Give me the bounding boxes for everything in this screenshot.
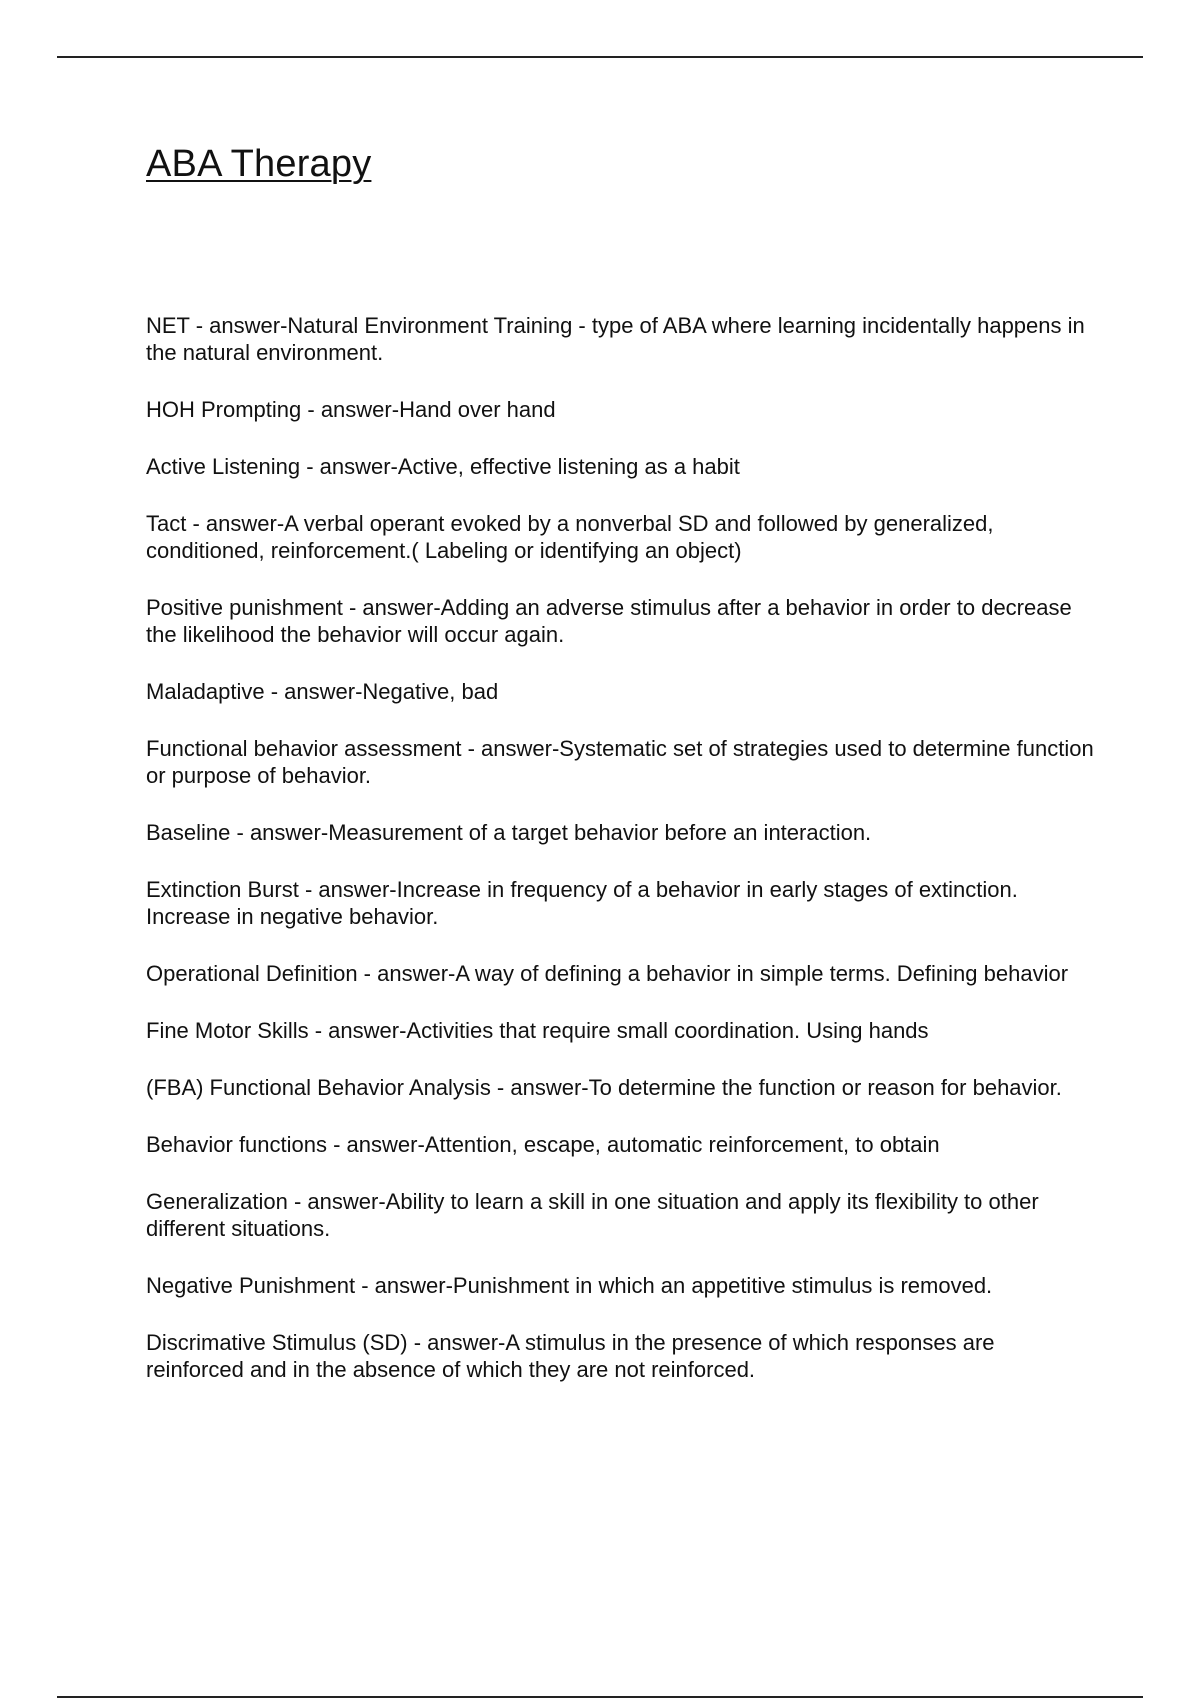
flashcard-entry: Behavior functions - answer-Attention, escape, automatic reinforcement, to obtain [146,1132,940,1157]
page-title: ABA Therapy [146,143,372,185]
flashcard-list [146,312,1096,1413]
flashcard-entry: Negative Punishment - answer-Punishment in which an appetitive stimulus is removed. [146,1273,993,1298]
flashcard-entry: Extinction Burst - answer-Increase in frequency of a behavior in early stages of extinction. Increase in negative behavior. [146,877,1018,929]
bottom-divider [57,1696,1143,1698]
flashcard-entry: Active Listening - answer-Active, effective listening as a habit [146,454,740,479]
flashcard-entry: NET - answer-Natural Environment Training - type of ABA where learning incidentally happens in the natural environment. [146,313,1085,365]
flashcard-entry: HOH Prompting - answer-Hand over hand [146,397,556,422]
flashcard-entry: Maladaptive - answer-Negative, bad [146,679,499,704]
flashcard-entry: Operational Definition - answer-A way of defining a behavior in simple terms. Defining behavior [146,961,1069,986]
flashcard-entry: Functional behavior assessment - answer-Systematic set of strategies used to determine function or purpose of behavior. [146,736,1094,788]
top-divider [57,56,1143,58]
flashcard-entry: (FBA) Functional Behavior Analysis - answer-To determine the function or reason for behavior. [146,1075,1062,1100]
flashcard-entry: Positive punishment - answer-Adding an adverse stimulus after a behavior in order to decrease the likelihood the behavior will occur again. [146,595,1072,647]
flashcard-entry: Discrimative Stimulus (SD) - answer-A stimulus in the presence of which responses are reinforced and in the absence of which they are not reinforced. [146,1330,995,1382]
flashcard-entry: Baseline - answer-Measurement of a target behavior before an interaction. [146,820,872,845]
flashcard-entry: Generalization - answer-Ability to learn a skill in one situation and apply its flexibility to other different situations. [146,1189,1039,1241]
flashcard-entry: Fine Motor Skills - answer-Activities that require small coordination. Using hands [146,1018,929,1043]
flashcard-entry: Tact - answer-A verbal operant evoked by a nonverbal SD and followed by generalized, conditioned, reinforcement.( Labeling or identifying an object) [146,511,994,563]
